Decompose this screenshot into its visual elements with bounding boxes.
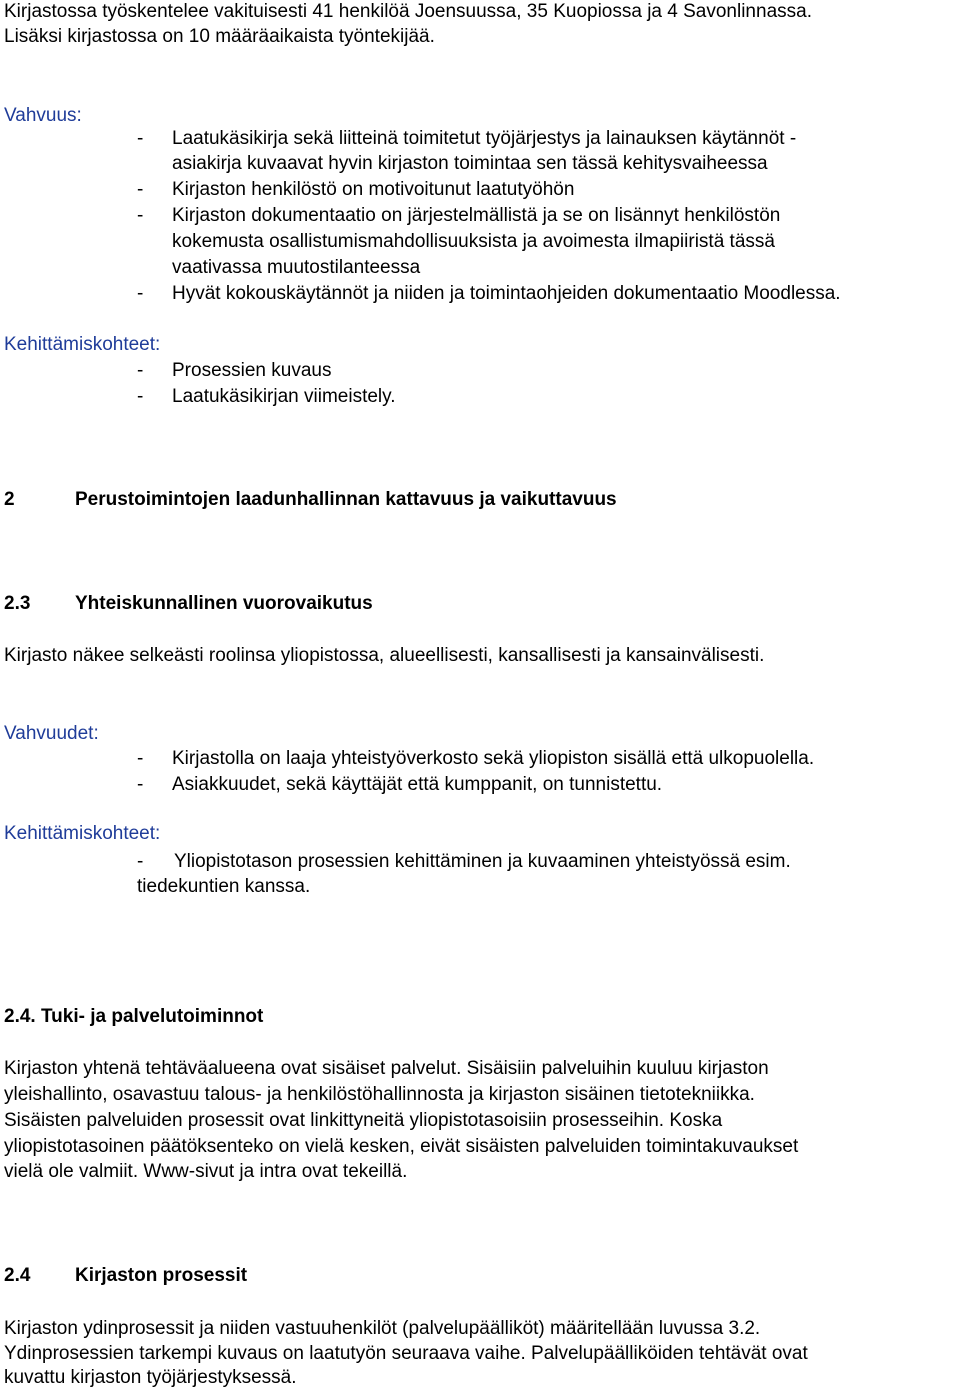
improvements-label: Kehittämiskohteet: [4, 823, 161, 844]
paragraph: Kirjasto näkee selkeästi roolinsa yliopistossa, alueellisesti, kansallisesti ja kansainvälisesti. [4, 645, 765, 666]
list-item [0, 747, 960, 771]
list-item [0, 850, 960, 874]
section-heading [0, 1264, 960, 1288]
list-item-text: Kirjastolla on laaja yhteistyöverkosto sekä yliopiston sisällä että ulkopuolella. [172, 748, 815, 769]
list-item-text: Kirjaston henkilöstö on motivoitunut laatutyöhön [172, 179, 575, 200]
heading-title: Perustoimintojen laadunhallinnan kattavuus ja vaikuttavuus [75, 489, 617, 510]
list-item-text: Laatukäsikirja sekä liitteinä toimitetut työjärjestys ja lainauksen käytännöt - [172, 128, 797, 149]
bullet-dash: - [137, 283, 144, 304]
heading-title: Tuki- ja palvelutoiminnot [40, 1006, 264, 1027]
list-item-text: Yliopistotason prosessien kehittäminen ja kuvaaminen yhteistyössä esim. [174, 851, 791, 872]
heading-number: 2.4. [4, 1006, 36, 1027]
list-item-text: Hyvät kokouskäytännöt ja niiden ja toimintaohjeiden dokumentaatio Moodlessa. [172, 283, 841, 304]
list-item-text: Asiakkuudet, sekä käyttäjät että kumppanit, on tunnistettu. [172, 774, 663, 795]
intro-line-1: Kirjastossa työskentelee vakituisesti 41 henkilöä Joensuussa, 35 Kuopiossa ja 4 Savonlinnassa. [4, 1, 812, 22]
heading-number: 2 [4, 489, 15, 510]
list-item-text: Prosessien kuvaus [172, 360, 332, 381]
paragraph-line: yliopistotasoinen päätöksenteko on vielä kesken, eivät sisäisten palveluiden toimintakuvaukset [4, 1136, 799, 1157]
heading-number: 2.4 [4, 1265, 31, 1286]
heading-title: Yhteiskunnallinen vuorovaikutus [75, 593, 373, 614]
paragraph-line: Kirjaston ydinprosessit ja niiden vastuuhenkilöt (palvelupäälliköt) määritellään luvussa 3.2. [4, 1318, 761, 1339]
paragraph-line: yleishallinto, osavastuu talous- ja henkilöstöhallinnosta ja kirjaston sisäinen tietotekniikka. [4, 1084, 755, 1105]
list-item [0, 773, 960, 797]
bullet-dash: - [137, 179, 144, 200]
heading-number: 2.3 [4, 593, 31, 614]
bullet-dash: - [137, 386, 144, 407]
paragraph-line: Sisäisten palveluiden prosessit ovat linkittyneitä yliopistotasoisiin prosesseihin. Koska [4, 1110, 723, 1131]
list-item [0, 178, 960, 202]
list-item [0, 385, 960, 409]
list-item [0, 127, 960, 151]
bullet-dash: - [137, 360, 144, 381]
strengths-label: Vahvuus: [4, 105, 82, 126]
bullet-dash: - [137, 205, 144, 226]
list-item-continuation: kokemusta osallistumismahdollisuuksista ja avoimesta ilmapiiristä tässä [172, 231, 775, 252]
bullet-dash: - [137, 748, 144, 769]
strengths-label: Vahvuudet: [4, 723, 99, 744]
section-heading [0, 592, 960, 616]
intro-line-2: Lisäksi kirjastossa on 10 määräaikaista työntekijää. [4, 26, 435, 47]
bullet-dash: - [137, 128, 144, 149]
list-item [0, 359, 960, 383]
paragraph-line: vielä ole valmiit. Www-sivut ja intra ovat tekeillä. [4, 1161, 408, 1182]
paragraph-line: kuvattu kirjaston työjärjestyksessä. [4, 1367, 297, 1388]
list-item-text: Laatukäsikirjan viimeistely. [172, 386, 396, 407]
bullet-dash: - [137, 851, 144, 872]
section-heading [4, 1005, 263, 1029]
improvements-label: Kehittämiskohteet: [4, 334, 161, 355]
heading-title: Kirjaston prosessit [75, 1265, 248, 1286]
bullet-dash: - [137, 774, 144, 795]
list-item [0, 204, 960, 228]
list-item [0, 282, 960, 306]
paragraph-line: Ydinprosessien tarkempi kuvaus on laatutyön seuraava vaihe. Palvelupäälliköiden tehtävät ovat [4, 1343, 808, 1364]
list-item-continuation: asiakirja kuvaavat hyvin kirjaston toimintaa sen tässä kehitysvaiheessa [172, 153, 768, 174]
section-heading [0, 488, 960, 512]
paragraph-line: Kirjaston yhtenä tehtäväalueena ovat sisäiset palvelut. Sisäisiin palveluihin kuuluu kirjaston [4, 1058, 769, 1079]
list-item-continuation: vaativassa muutostilanteessa [172, 257, 421, 278]
list-item-continuation: tiedekuntien kanssa. [137, 876, 311, 897]
list-item-text: Kirjaston dokumentaatio on järjestelmällistä ja se on lisännyt henkilöstön [172, 205, 781, 226]
